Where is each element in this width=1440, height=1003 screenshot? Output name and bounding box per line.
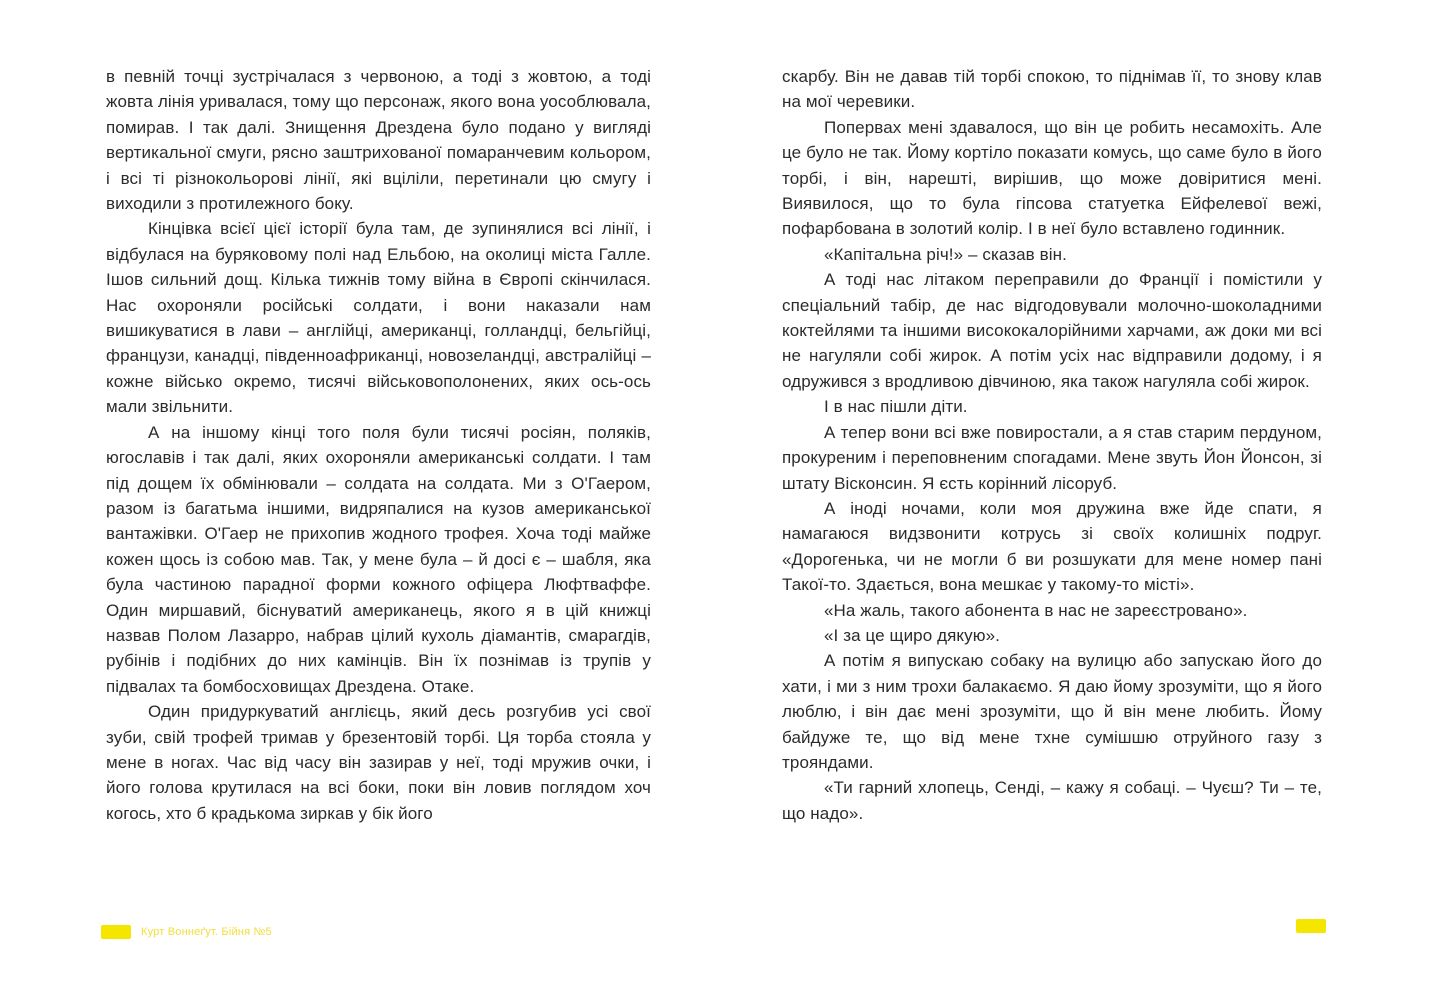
right-paragraph-6: А тепер вони всі вже повиростали, а я став старим пердуном, прокуреним і переповненим спогадами. Мене звуть Йон Йонсон, зі штату Вісконсин. Я єсть корінний лісоруб. bbox=[782, 422, 1322, 493]
right-paragraph-7: А іноді ночами, коли моя дружина вже йде спати, я намагаюся видзвонити котрусь зі своїх колишніх подруг. «Дорогенька, чи не могли б ви розшукати для мене номер пані Такої-то. Здається, вона мешкає у такому-то місті». bbox=[782, 498, 1322, 595]
right-page bbox=[782, 64, 1322, 826]
right-paragraph-11: «Ти гарний хлопець, Сенді, – кажу я собаці. – Чуєш? Ти – те, що надо». bbox=[782, 778, 1322, 823]
right-paragraph-3: «Капітальна річ!» – сказав він. bbox=[824, 244, 1067, 264]
left-page-number-badge bbox=[101, 925, 131, 939]
right-paragraph-1: скарбу. Він не давав тій торбі спокою, то піднімав її, то знову клав на мої черевики. bbox=[782, 67, 1322, 112]
left-page bbox=[106, 64, 651, 826]
right-paragraph-2: Поперваx мені здавалося, що він це робить несамохіть. Але це було не так. Йому кортіло показати комусь, що саме було в його торбі, і він, нарешті, вирішив, що може довіритися мені. Виявилося, що то була гіпсова статуетка Ейфелевої вежі, пофарбована в золотий колір. І в неї було вставлено годинник. bbox=[782, 117, 1322, 239]
right-page-number-badge bbox=[1296, 919, 1326, 933]
left-paragraph-2: Кінцівка всієї цієї історії була там, де зупинялися всі лінії, і відбулася на буряковому полі над Ельбою, на околиці міста Галле. Ішов сильний дощ. Кілька тижнів тому війна в Європі скінчилася. Нас охороняли російські солдати, і вони наказали нам вишикуватися в лави – англійці, американці, голландці, бельгійці, французи, канадці, південноафриканці, новозеландці, австралійці – кожне військо окремо, тисячі військовополонених, яких ось-ось мали звільнити. bbox=[106, 219, 651, 417]
right-paragraph-8: «На жаль, такого абонента в нас не зареєстровано». bbox=[824, 600, 1248, 620]
right-paragraph-4: А тоді нас літаком переправили до Франції і помістили у спеціальний табір, де нас відгодовували молочно-шоколадними коктейлями та іншими висококалорійними харчами, аж доки ми всі не нагуляли собі жирок. А потім усіх нас відправили додому, і я одружився з вродливою дівчиною, яка також нагуляла собі жирок. bbox=[782, 270, 1322, 391]
right-paragraph-10: А потім я випускаю собаку на вулицю або запускаю його до хати, і ми з ним трохи балакаємо. Я даю йому зрозуміти, що я його люблю, і він дає мені зрозуміти, що й він мене любить. Йому байдуже те, що від мене тхне сумішшю отруйного газу з трояндами. bbox=[782, 651, 1322, 772]
right-paragraph-5: І в нас пішли діти. bbox=[824, 397, 968, 417]
right-paragraph-9: «І за це щиро дякую». bbox=[824, 625, 1000, 645]
left-paragraph-3: А на іншому кінці того поля були тисячі росіян, поляків, югославів і так далі, яких охороняли американські солдати. І там під дощем їх обмінювали – солдата на солдата. Ми з О'Гаером, разом із багатьма іншими, видряпалися на кузов американської вантажівки. О'Гаер не прихопив жодного трофея. Хоча тоді майже кожен щось із собою мав. Так, у мене була – й досі є – шабля, яка була частиною парадної форми кожного офіцера Люфтваффе. Один миршавий, біснуватий американець, якого я в цій книжці назвав Полом Лазарро, набрав цілий кухоль діамантів, смарагдів, рубінів і подібних до них камінців. Він їх познімав із трупів у підвалах та бомбосховищах Дрездена. Отаке. bbox=[106, 422, 651, 696]
left-paragraph-4: Один придуркуватий англієць, який десь розгубив усі свої зуби, свій трофей тримав у брезентовій торбі. Ця торба стояла у мене в ногах. Час від часу він зазирав у неї, тоді мружив очки, і його голова крутилася на всі боки, поки він ловив поглядом хоч когось, хто б крадькома зиркав у бік його bbox=[106, 702, 651, 823]
running-book-title: Курт Воннеґут. Бійня №5 bbox=[141, 926, 272, 938]
left-paragraph-1: в певній точці зустрічалася з червоною, а тоді з жовтою, а тоді жовта лінія уривалася, тому що персонаж, якого вона уособлювала, помирав. І так далі. Знищення Дрездена було подано у вигляді вертикальної смуги, рясно заштрихованої помаранчевим кольором, і всі ті різнокольорові лінії, які вціліли, перетинали цю смугу і виходили з протилежного боку. bbox=[106, 67, 651, 214]
right-footer bbox=[1296, 919, 1326, 938]
left-footer bbox=[101, 924, 272, 940]
